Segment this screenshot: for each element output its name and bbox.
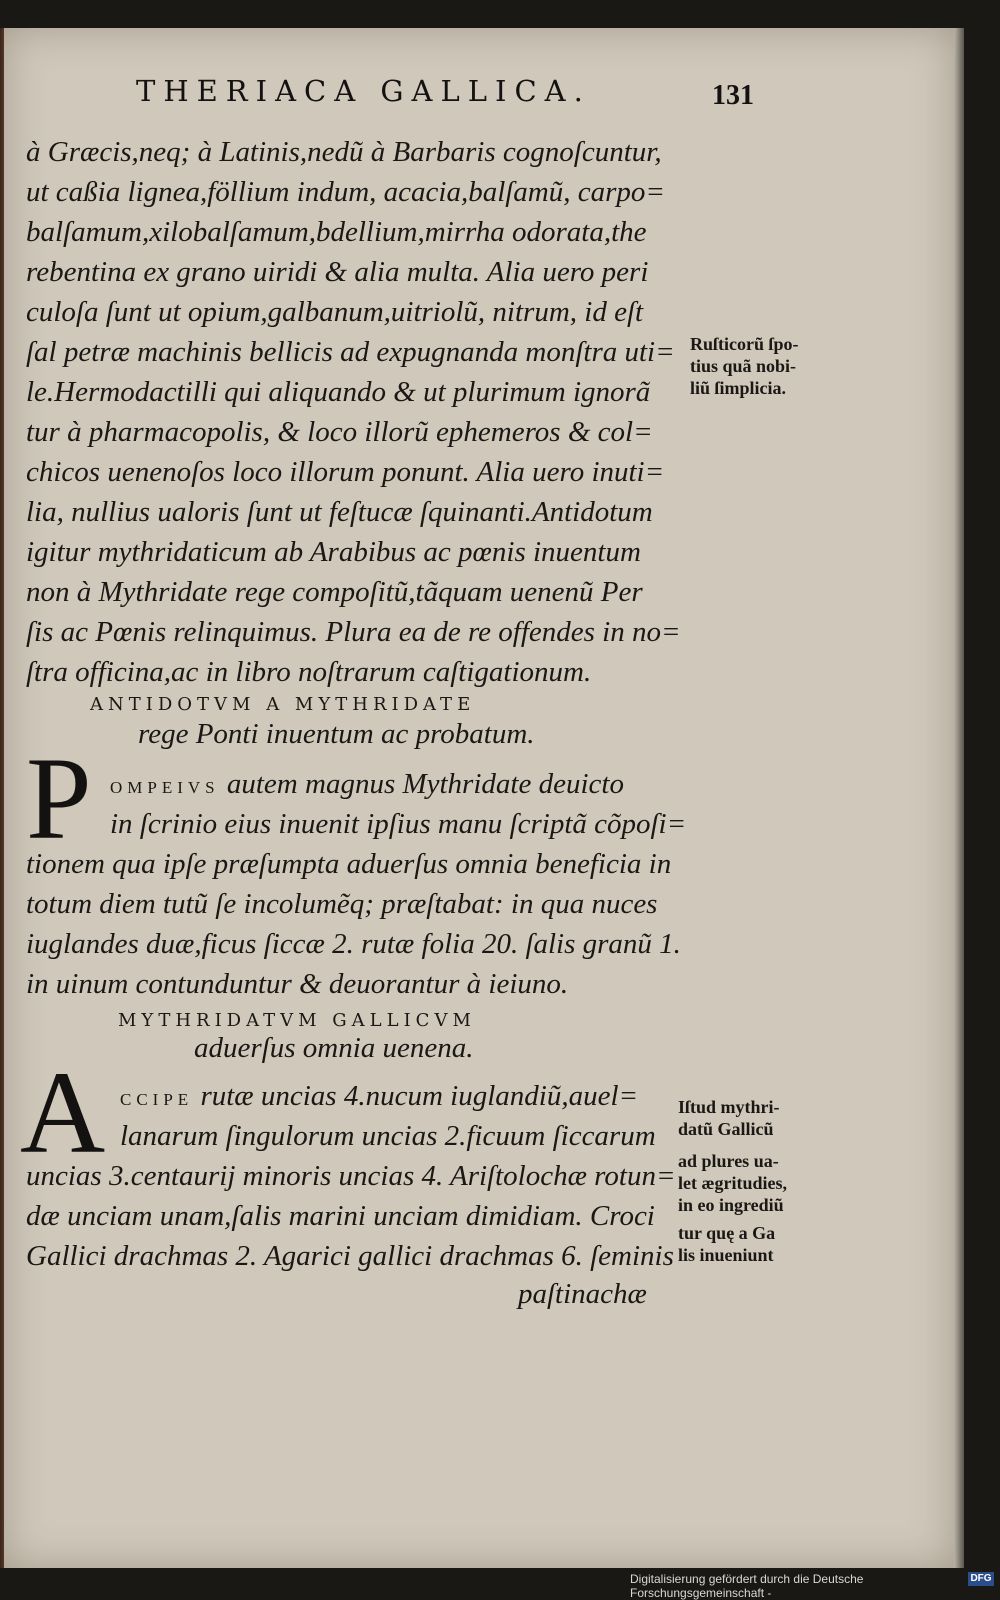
marginal-note-line: liũ ſimplicia.: [690, 378, 787, 398]
body-line: balſamum,xilobalſamum,bdellium,mirrha odorata,the: [26, 216, 647, 248]
body-line: in uinum contunduntur & deuorantur à ieiuno.: [26, 968, 569, 1000]
line-text: autem magnus Mythridate deuicto: [219, 768, 624, 800]
body-line: [110, 764, 670, 808]
body-line: culoſa ſunt ut opium,galbanum,uitriolũ, nitrum, id eſt: [26, 296, 644, 328]
body-line: in ſcrinio eius inuenit ipſius manu ſcriptã cõpoſi=: [110, 808, 687, 840]
body-line: tionem qua ipſe præſumpta aduerſus omnia beneficia in: [26, 848, 672, 880]
body-line: rebentina ex grano uiridi & alia multa. Alia uero peri: [26, 256, 649, 288]
running-title: THERIACA GALLICA.: [136, 74, 591, 108]
digitization-credit: Digitalisierung gefördert durch die Deutsche Forschungsgemeinschaft -: [630, 1572, 864, 1600]
body-line: non à Mythridate rege compoſitũ,tãquam uenenũ Per: [26, 576, 643, 608]
body-line: tur à pharmacopolis, & loco illorũ ephemeros & col=: [26, 416, 653, 448]
marginal-note-line: in eo ingrediũ: [678, 1195, 784, 1215]
body-line: ſis ac Pœnis relinquimus. Plura ea de re offendes in no=: [26, 616, 681, 648]
drop-cap-initial: A: [20, 1047, 106, 1178]
folio-number: 131: [712, 80, 754, 111]
marginal-note-line: lis inueniunt: [678, 1245, 774, 1265]
dfg-logo: DFG: [968, 1572, 994, 1586]
section-subheading: rege Ponti inuentum ac probatum.: [138, 718, 535, 750]
body-line: à Græcis,neq; à Latinis,nedũ à Barbaris cognoſcuntur,: [26, 136, 662, 168]
marginal-note-line: ad plures ua-: [678, 1151, 779, 1171]
marginal-note-line: Iſtud mythri-: [678, 1097, 780, 1117]
body-line: iuglandes duæ,ficus ſiccæ 2. rutæ folia 20. ſalis granũ 1.: [26, 928, 681, 960]
body-line: [120, 1076, 670, 1120]
marginal-note-line: datũ Gallicũ: [678, 1119, 774, 1139]
marginal-note-line: Ruſticorũ ſpo-: [690, 334, 799, 354]
body-line: ſtra officina,ac in libro noſtrarum caſtigationum.: [26, 656, 592, 688]
body-line: igitur mythridaticum ab Arabibus ac pœnis inuentum: [26, 536, 641, 568]
body-line: dæ unciam unam,ſalis marini unciam dimidiam. Croci: [26, 1200, 655, 1232]
section-subheading: aduerſus omnia uenena.: [194, 1032, 474, 1064]
section-heading: MYTHRIDATVM GALLICVM: [118, 1010, 476, 1031]
line-text: rutæ uncias 4.nucum iuglandiũ,auel=: [193, 1080, 639, 1112]
small-caps-word: CCIPE: [120, 1090, 194, 1109]
small-caps-word: OMPEIVS: [110, 778, 220, 797]
drop-cap-initial: P: [26, 733, 92, 864]
body-line: ut caßia lignea,föllium indum, acacia,balſamũ, carpo=: [26, 176, 665, 208]
body-line: ſal petræ machinis bellicis ad expugnanda monſtra uti=: [26, 336, 675, 368]
marginal-note-line: let ægritudies,: [678, 1173, 787, 1193]
body-line: chicos uenenoſos loco illorum ponunt. Alia uero inuti=: [26, 456, 665, 488]
body-line: totum diem tutũ ſe incolumẽq; præſtabat: in qua nuces: [26, 888, 658, 920]
body-line: Gallici drachmas 2. Agarici gallici drachmas 6. ſeminis: [26, 1240, 674, 1272]
body-line: le.Hermodactilli qui aliquando & ut plurimum ignorã: [26, 376, 651, 408]
body-line: uncias 3.centaurij minoris uncias 4. Ariſtolochæ rotun=: [26, 1160, 676, 1192]
catchword: paſtinachæ: [518, 1278, 647, 1310]
marginal-note-line: tius quã nobi-: [690, 356, 797, 376]
section-heading: ANTIDOTVM A MYTHRIDATE: [90, 694, 476, 715]
page-edge: [954, 28, 964, 1568]
body-line: lia, nullius ualoris ſunt ut feſtucæ ſquinanti.Antidotum: [26, 496, 653, 528]
body-line: lanarum ſingulorum uncias 2.ficuum ſiccarum: [120, 1120, 656, 1152]
marginal-note-line: tur quę a Ga: [678, 1223, 776, 1243]
